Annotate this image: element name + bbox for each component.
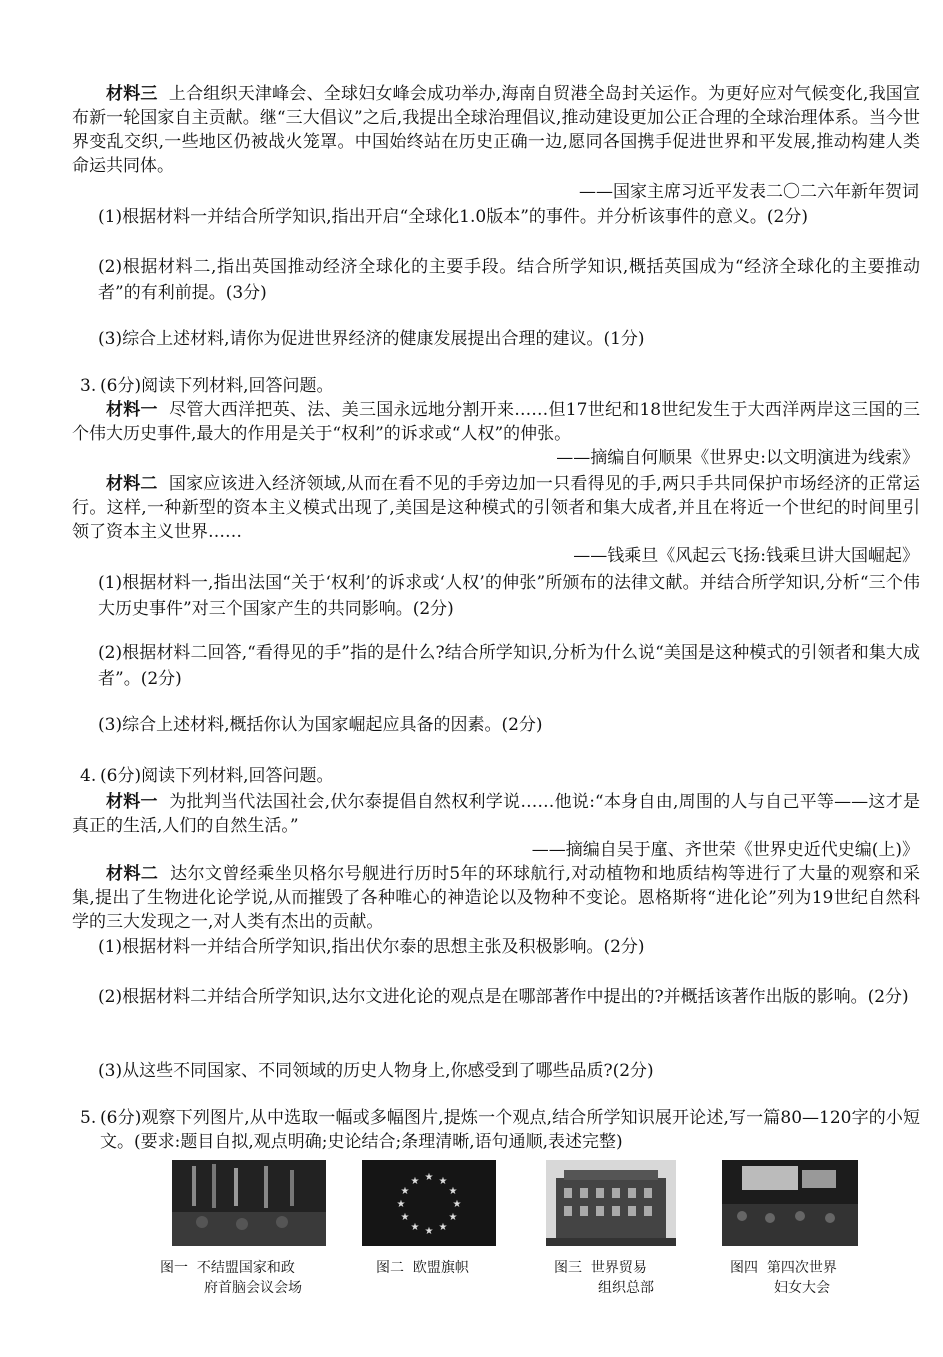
q4-material-2-label: 材料二	[106, 864, 159, 884]
figure-2-label: 图二	[376, 1260, 404, 1276]
figure-2-caption-line1: 欧盟旗帜	[412, 1260, 469, 1276]
material-3-text: 上合组织天津峰会、全球妇女峰会成功举办,海南自贸港全岛封关运作。为更好应对气候变化,我国宣布新一轮国家自主贡献。继“三大倡议”之后,我提出全球治理倡议,推动建设更加公正合理的全球治理体系。当今世界变乱交织,一些地区仍被战火笼罩。中国始终站在历史正确一边,愿同各国携手促进世界和平发展,推动构建人类命运共同体。	[72, 84, 920, 176]
q3-material-1	[72, 398, 920, 446]
svg-text:★: ★	[396, 1199, 406, 1210]
figure-1-photo	[172, 1160, 326, 1246]
svg-text:★: ★	[438, 1222, 448, 1233]
figure-3-caption	[554, 1258, 654, 1298]
q2-sub2: (2)根据材料二,指出英国推动经济全球化的主要手段。结合所学知识,概括英国成为“经济全球化的主要推动者”的有利前提。(3分)	[98, 257, 920, 303]
figure-1-caption-line1: 不结盟国家和政	[196, 1260, 295, 1276]
figure-3-photo	[546, 1160, 676, 1246]
q3-material-2-source: ——钱乘旦《风起云飞扬:钱乘旦讲大国崛起》	[573, 546, 919, 566]
q5-number: 5.	[80, 1108, 97, 1128]
q3-material-1-label: 材料一	[106, 400, 158, 420]
figure-2-photo	[362, 1160, 496, 1246]
figure-4-caption-line1: 第四次世界	[766, 1260, 837, 1276]
conference-hall-photo-icon	[172, 1160, 326, 1246]
q3-sub2: (2)根据材料二回答,“看得见的手”指的是什么?结合所学知识,分析为什么说“美国是这种模式的引领者和集大成者”。(2分)	[98, 643, 920, 689]
svg-text:★: ★	[448, 1186, 458, 1197]
figure-4-label: 图四	[730, 1260, 758, 1276]
figure-4-caption	[730, 1258, 837, 1298]
svg-text:★: ★	[410, 1176, 420, 1187]
q4-sub1: (1)根据材料一并结合所学知识,指出伏尔泰的思想主张及积极影响。(2分)	[98, 937, 645, 957]
q3-material-2-label: 材料二	[106, 474, 158, 494]
material-3-paragraph	[72, 82, 920, 178]
svg-text:★: ★	[452, 1199, 462, 1210]
q4-material-1	[72, 790, 920, 838]
svg-text:★: ★	[448, 1212, 458, 1223]
q5-stem: (6分)观察下列图片,从中选取一幅或多幅图片,提炼一个观点,结合所学知识展开论述,写一篇80—120字的小短文。(要求:题目自拟,观点明确;史论结合;条理清晰,语句通顺,表述完整)	[100, 1108, 920, 1152]
q3-material-2	[72, 472, 920, 544]
womens-conference-photo-icon	[722, 1160, 858, 1246]
q3-sub1: (1)根据材料一,指出法国“关于‘权利’的诉求或‘人权’的伸张”所颁布的法律文献。并结合所学知识,分析“三个伟大历史事件”对三个国家产生的共同影响。(2分)	[98, 573, 920, 619]
figure-4-photo	[722, 1160, 858, 1246]
wto-building-photo-icon	[546, 1160, 676, 1246]
figure-4-caption-line2: 妇女大会	[774, 1280, 830, 1296]
q2-sub3: (3)综合上述材料,请你为促进世界经济的健康发展提出合理的建议。(1分)	[98, 329, 645, 349]
q4-material-1-source: ——摘编自吴于廑、齐世荣《世界史近代史编(上)》	[531, 840, 919, 860]
q4-material-1-text: 为批判当代法国社会,伏尔泰提倡自然权利学说……他说:“本身自由,周围的人与自己平等——这才是真正的生活,人们的自然生活。”	[72, 792, 920, 836]
q4-material-1-label: 材料一	[106, 792, 158, 812]
figure-1-caption	[160, 1258, 302, 1298]
figure-1-label: 图一	[160, 1260, 188, 1276]
figure-2-caption	[376, 1258, 469, 1278]
q4-stem: (6分)阅读下列材料,回答问题。	[100, 766, 334, 786]
q4-sub3: (3)从这些不同国家、不同领域的历史人物身上,你感受到了哪些品质?(2分)	[98, 1061, 654, 1081]
q2-sub1: (1)根据材料一并结合所学知识,指出开启“全球化1.0版本”的事件。并分析该事件的意义。(2分)	[98, 207, 808, 227]
material-3-label: 材料三	[106, 84, 158, 104]
svg-text:★: ★	[424, 1172, 434, 1183]
q4-sub2: (2)根据材料二并结合所学知识,达尔文进化论的观点是在哪部著作中提出的?并概括该著作出版的影响。(2分)	[98, 987, 909, 1007]
q3-stem: (6分)阅读下列材料,回答问题。	[100, 376, 334, 396]
material-3-source: ——国家主席习近平发表二〇二六年新年贺词	[579, 182, 919, 202]
q3-sub3: (3)综合上述材料,概括你认为国家崛起应具备的因素。(2分)	[98, 715, 543, 735]
q4-material-2-text: 达尔文曾经乘坐贝格尔号舰进行历时5年的环球航行,对动植物和地质结构等进行了大量的观察和采集,提出了生物进化论学说,从而摧毁了各种唯心的神造论以及物种不变论。恩格斯将“进化论”列为19世纪自然科学的三大发现之一,对人类有杰出的贡献。	[72, 864, 921, 932]
q3-material-1-source: ——摘编自何顺果《世界史:以文明演进为线索》	[556, 448, 919, 468]
svg-text:★: ★	[400, 1212, 410, 1223]
q4-number: 4.	[80, 766, 97, 786]
figure-3-label: 图三	[554, 1260, 582, 1276]
figure-3-caption-line2: 组织总部	[598, 1280, 654, 1296]
svg-text:★: ★	[424, 1226, 434, 1237]
svg-text:★: ★	[410, 1222, 420, 1233]
q4-material-2	[72, 862, 920, 934]
eu-flag-photo-icon	[362, 1160, 496, 1246]
figure-3-caption-line1: 世界贸易	[590, 1260, 647, 1276]
q3-material-1-text: 尽管大西洋把英、法、美三国永远地分割开来……但17世纪和18世纪发生于大西洋两岸这三国的三个伟大历史事件,最大的作用是关于“权利”的诉求或“人权”的伸张。	[72, 400, 920, 444]
figure-1-caption-line2: 府首脑会议会场	[204, 1280, 302, 1296]
q3-number: 3.	[80, 376, 97, 396]
q3-material-2-text: 国家应该进入经济领域,从而在看不见的手旁边加一只看得见的手,两只手共同保护市场经济的正常运行。这样,一种新型的资本主义模式出现了,美国是这种模式的引领者和集大成者,并且在将近一个世纪的时间里引领了资本主义世界……	[72, 474, 920, 542]
svg-text:★: ★	[438, 1176, 448, 1187]
svg-text:★: ★	[400, 1186, 410, 1197]
